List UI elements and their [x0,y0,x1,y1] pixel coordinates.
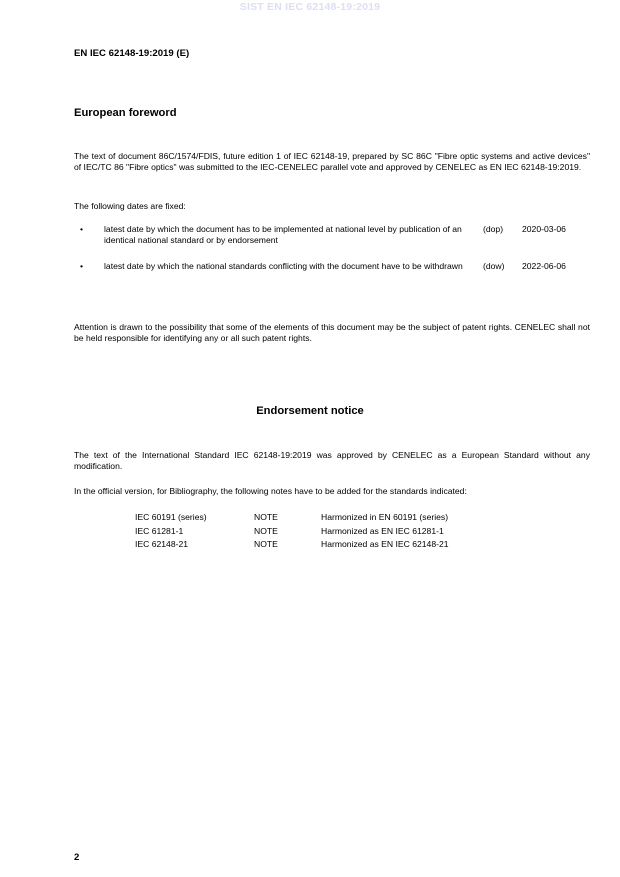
note-standard: IEC 62148-21 [135,539,189,549]
note-standard: IEC 60191 (series) [135,512,207,522]
date-description: latest date by which the document has to be implemented at national level by publication of an identical national standard or by endorsement [104,224,462,245]
note-harmonized: Harmonized as EN IEC 62148-21 [321,539,449,549]
bibliography-notes-table [135,512,555,553]
endorsement-title: Endorsement notice [256,405,364,417]
note-harmonized: Harmonized as EN IEC 61281-1 [321,525,444,536]
foreword-title: European foreword [74,107,177,119]
note-standard: IEC 61281-1 [135,525,184,536]
notes-intro: In the official version, for Bibliography, the following notes have to be added for the standards indicated: [74,486,467,496]
table-row [135,539,555,553]
date-abbreviation: (dow) [483,261,505,271]
table-row [135,526,555,540]
date-description: latest date by which the national standards conflicting with the document have to be withdrawn [104,261,463,271]
patent-attention-paragraph: Attention is drawn to the possibility that some of the elements of this document may be the subject of patent rights. CENELEC shall not be held responsible for identifying any or all such patent rights. [74,322,590,343]
note-kind: NOTE [254,539,278,549]
bullet-icon: • [80,224,84,234]
foreword-intro-paragraph: The text of document 86C/1574/FDIS, future edition 1 of IEC 62148-19, prepared by SC 86C "Fibre optic systems and active devices" of IEC/TC 86 "Fibre optics" was submitted to the IEC-CENELEC parallel vote and approved by CENELEC as EN IEC 62148-19:2019. [74,151,590,172]
note-kind: NOTE [254,512,278,522]
note-harmonized: Harmonized in EN 60191 (series) [321,512,449,522]
dates-intro: The following dates are fixed: [74,201,186,211]
page-number: 2 [74,852,80,863]
bullet-icon: • [80,261,84,271]
endorsement-paragraph: The text of the International Standard IEC 62148-19:2019 was approved by CENELEC as a European Standard without any modification. [74,450,590,471]
date-abbreviation: (dop) [483,224,504,234]
watermark: SIST EN IEC 62148-19:2019 [239,1,381,13]
date-value: 2022-06-06 [522,261,566,271]
document-id-header: EN IEC 62148-19:2019 (E) [74,48,190,59]
table-row [135,512,555,526]
date-value: 2020-03-06 [522,224,566,234]
note-kind: NOTE [254,525,278,536]
